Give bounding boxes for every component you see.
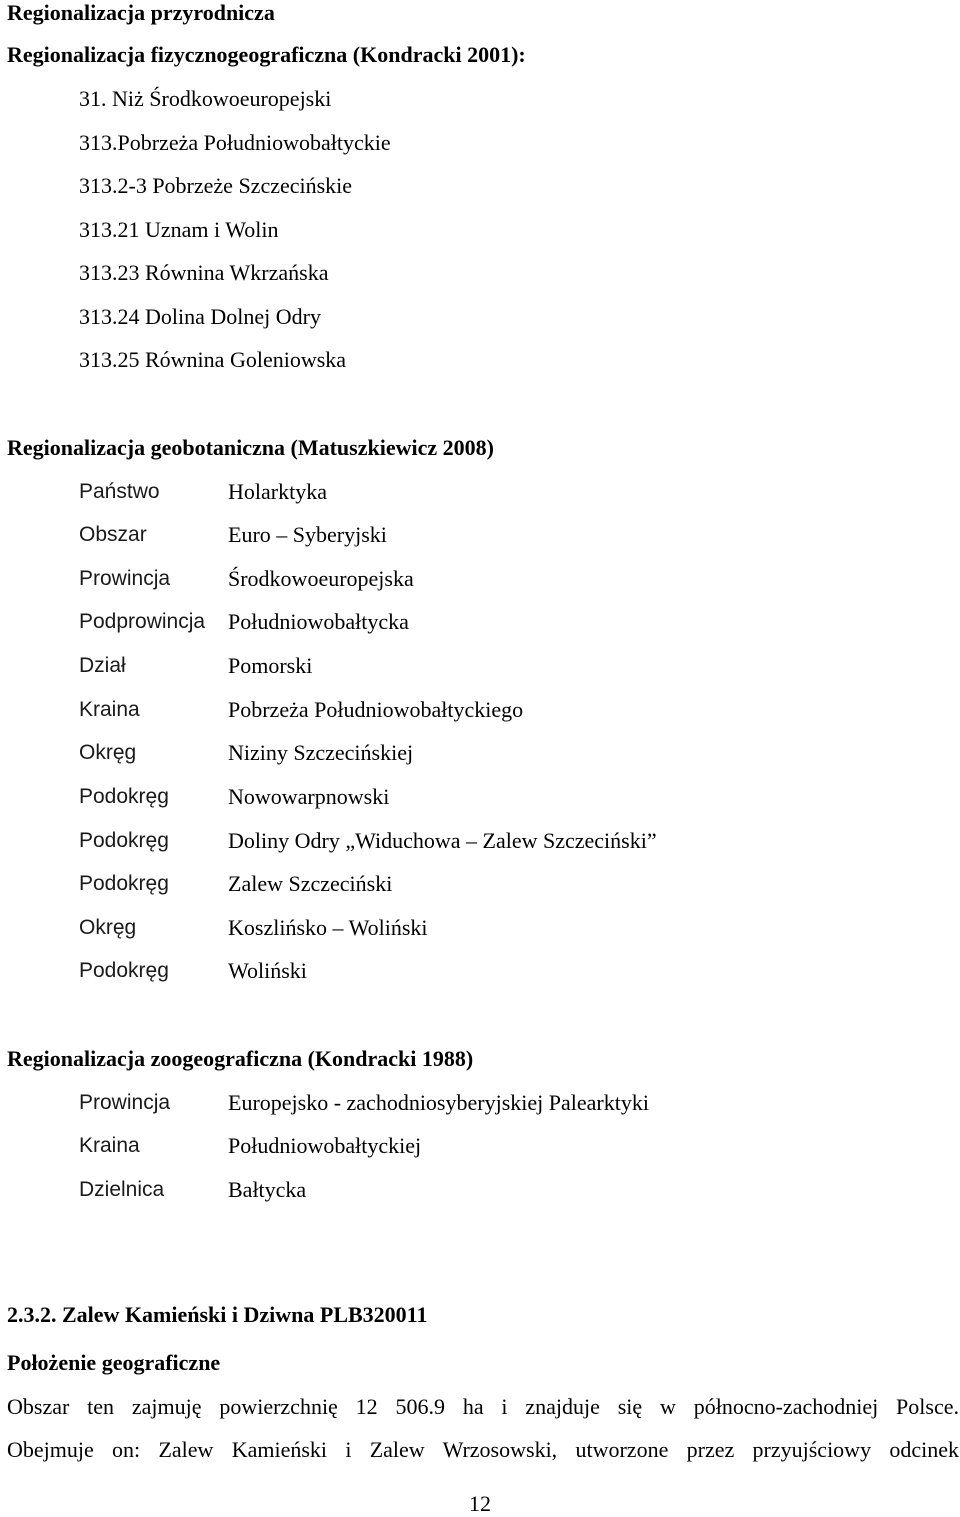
section-title-zoogeograficzna: Regionalizacja zoogeograficzna (Kondracki 1988) (7, 1046, 474, 1071)
subheading-polozenie-geograficzne: Położenie geograficzne (7, 1350, 221, 1375)
region-item: 313.23 Równina Wkrzańska (79, 260, 329, 285)
row-value: Niziny Szczecińskiej (228, 740, 414, 765)
row-key: Dzielnica (79, 1178, 165, 1201)
page-number: 12 (469, 1491, 491, 1516)
region-item: 313.Pobrzeża Południowobałtyckie (79, 130, 391, 155)
row-value: Europejsko - zachodniosyberyjskiej Palearktyki (228, 1090, 649, 1115)
row-value: Pomorski (228, 653, 313, 678)
row-key: Okręg (79, 741, 137, 764)
section-subtitle-fizycznogeograficzna: Regionalizacja fizycznogeograficzna (Kondracki 2001): (7, 42, 526, 67)
body-paragraph-line: Obszar ten zajmuję powierzchnię 12 506.9 ha i znajduje się w północno-zachodniej Polsce. (7, 1394, 959, 1419)
region-item: 313.24 Dolina Dolnej Odry (79, 304, 321, 329)
region-item: 313.2-3 Pobrzeże Szczecińskie (79, 173, 353, 198)
row-key: Państwo (79, 480, 160, 503)
region-item: 313.21 Uznam i Wolin (79, 217, 279, 242)
row-value: Środkowoeuropejska (228, 566, 414, 591)
row-value: Bałtycka (228, 1177, 307, 1202)
row-value: Zalew Szczeciński (228, 871, 393, 896)
row-value: Euro – Syberyjski (228, 522, 387, 547)
region-item: 31. Niż Środkowoeuropejski (79, 86, 332, 111)
row-value: Południowobałtyckiej (228, 1133, 422, 1158)
row-key: Podokręg (79, 785, 169, 808)
section-title-geobotaniczna: Regionalizacja geobotaniczna (Matuszkiewicz 2008) (7, 435, 494, 460)
section-heading-zalew-kamienski: 2.3.2. Zalew Kamieński i Dziwna PLB320011 (7, 1302, 428, 1327)
row-key: Dział (79, 654, 126, 677)
row-key: Podokręg (79, 959, 169, 982)
row-value: Holarktyka (228, 479, 327, 504)
row-key: Okręg (79, 916, 137, 939)
row-key: Kraina (79, 1134, 140, 1157)
row-key: Podokręg (79, 829, 169, 852)
body-paragraph-line: Obejmuje on: Zalew Kamieński i Zalew Wrzosowski, utworzone przez przyujściowy odcinek (7, 1437, 959, 1462)
region-item: 313.25 Równina Goleniowska (79, 347, 347, 372)
row-key: Prowincja (79, 567, 171, 590)
row-value: Doliny Odry „Widuchowa – Zalew Szczeciński” (228, 828, 657, 853)
row-key: Podokręg (79, 872, 169, 895)
row-value: Woliński (228, 958, 307, 983)
row-key: Prowincja (79, 1091, 171, 1114)
row-value: Pobrzeża Południowobałtyckiego (228, 697, 524, 722)
row-value: Południowobałtycka (228, 609, 409, 634)
section-title-regionalizacja-przyrodnicza: Regionalizacja przyrodnicza (7, 0, 275, 25)
row-key: Obszar (79, 523, 147, 546)
row-value: Nowowarpnowski (228, 784, 390, 809)
row-key: Kraina (79, 698, 140, 721)
row-value: Koszlińsko – Woliński (228, 915, 428, 940)
row-key: Podprowincja (79, 610, 206, 633)
